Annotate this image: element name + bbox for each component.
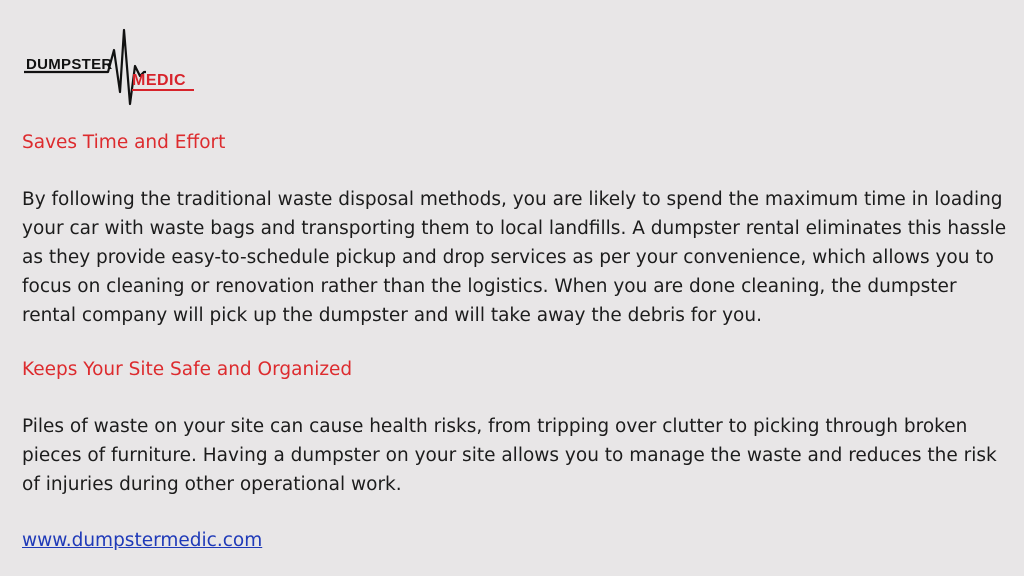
logo-word-medic: MEDIC [132, 72, 187, 89]
logo [24, 20, 204, 110]
section-heading-site-safe: Keeps Your Site Safe and Organized [22, 359, 353, 380]
section-body-saves-time: By following the traditional waste disposal methods, you are likely to spend the maximum time in loading your car with waste bags and transporting them to local landfills. A dumpster rental eliminates this hassle as they provide easy-to-schedule pickup and drop services as per your convenience, which allows you to focus on cleaning or renovation rather than the logistics. When you are done cleaning, the dumpster rental company will pick up the dumpster and will take away the debris for you. [22, 189, 1007, 326]
section-body-site-safe: Piles of waste on your site can cause health risks, from tripping over clutter to picking through broken pieces of furniture. Having a dumpster on your site allows you to manage the waste and reduces the risk of injuries during other operational work. [22, 416, 997, 495]
website-link[interactable]: www.dumpstermedic.com [22, 530, 263, 551]
section-heading-saves-time: Saves Time and Effort [22, 132, 226, 153]
logo-word-dumpster: DUMPSTER [26, 56, 113, 73]
